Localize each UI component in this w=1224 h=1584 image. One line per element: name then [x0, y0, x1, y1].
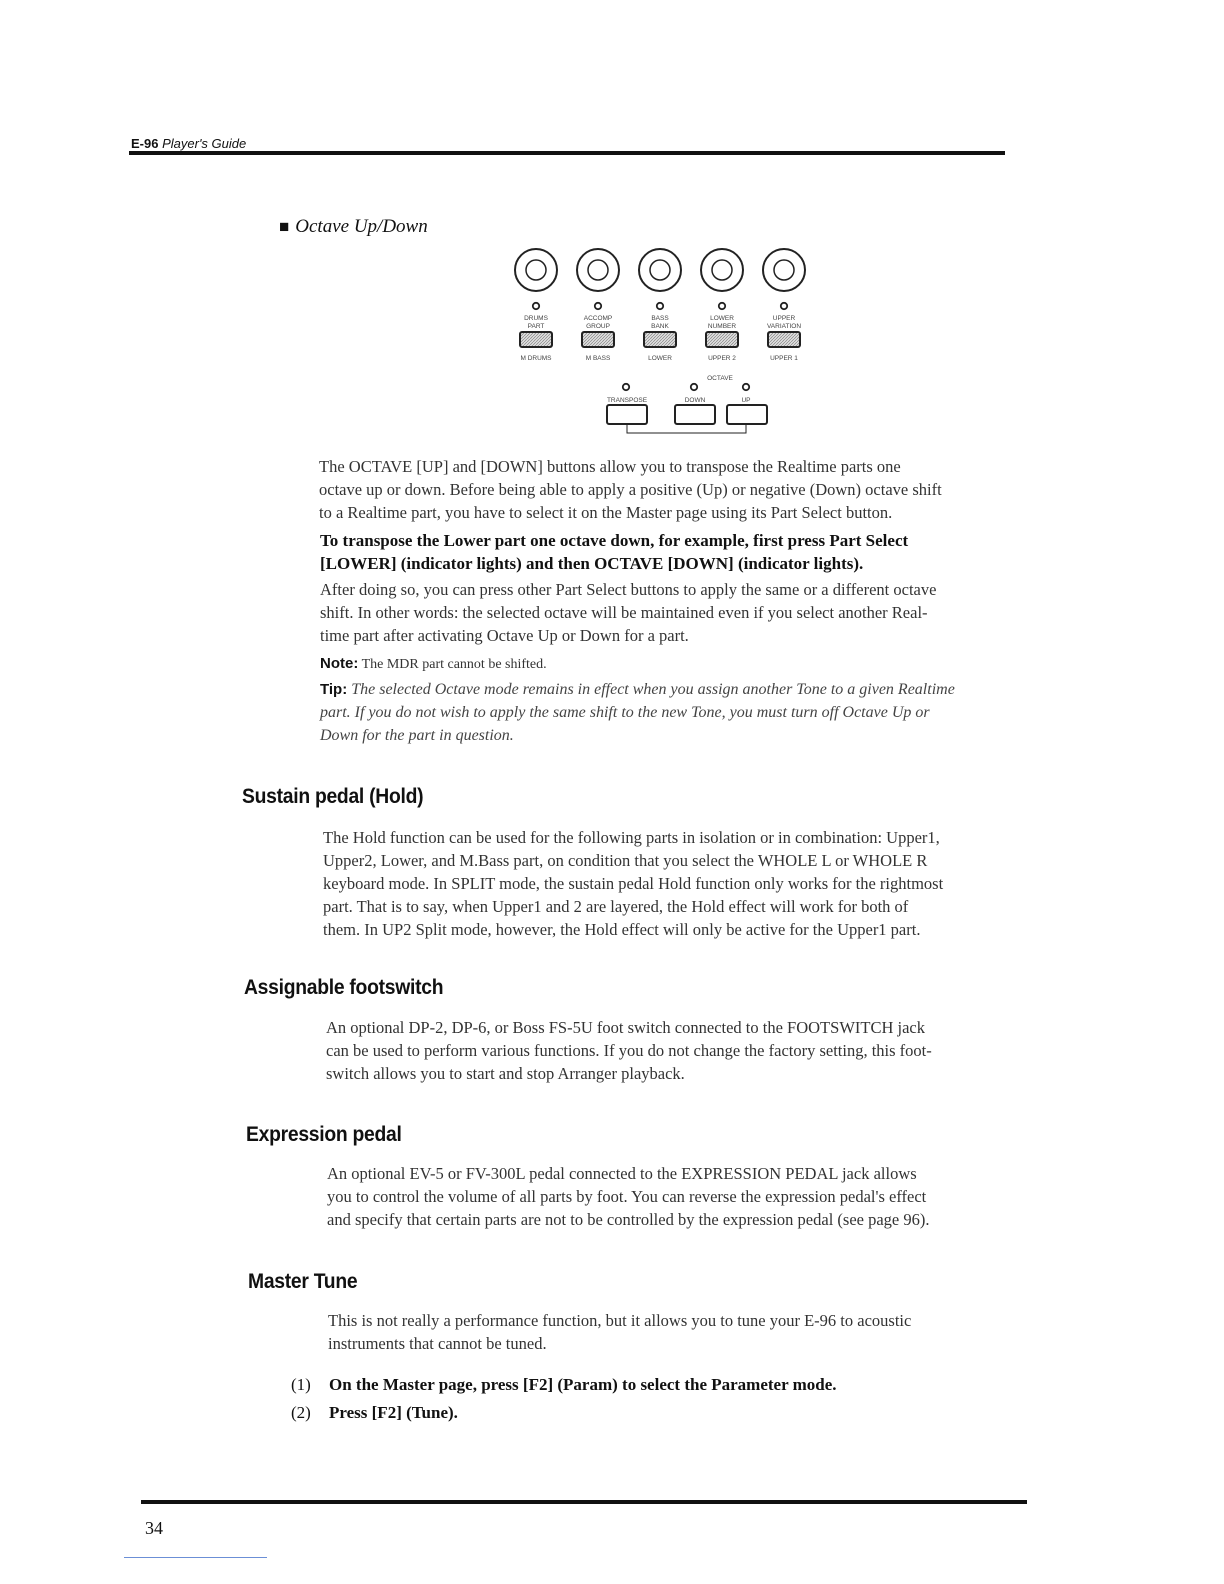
- step-1: [291, 1375, 837, 1395]
- link-underline: [124, 1557, 267, 1558]
- part-top-label-3b: BANK: [651, 323, 669, 330]
- indicator-led-2: [595, 303, 601, 309]
- text-line: Down for the part in question.: [320, 727, 514, 744]
- part-select-button-upper1[interactable]: [768, 332, 800, 347]
- part-select-button-m-bass[interactable]: [582, 332, 614, 347]
- transpose-button[interactable]: [607, 405, 647, 424]
- part-top-label-4a: LOWER: [710, 315, 734, 322]
- part-top-label-2a: ACCOMP: [583, 315, 613, 322]
- header-model: E-96: [131, 136, 159, 151]
- note-label: Note:: [320, 655, 359, 672]
- step-text: Press [F2] (Tune).: [329, 1403, 458, 1422]
- square-bullet-icon: ■: [279, 217, 290, 236]
- octave-down-led: [691, 384, 697, 390]
- indicator-led-1: [533, 303, 539, 309]
- knob-2: [577, 249, 619, 291]
- octave-group-label: OCTAVE: [707, 375, 733, 382]
- step-number: (2): [291, 1403, 311, 1422]
- part-top-label-5b: VARIATION: [766, 323, 802, 330]
- part-bottom-label-2: M BASS: [585, 355, 611, 362]
- text-line: [LOWER] (indicator lights) and then OCTAVE [DOWN] (indicator lights).: [320, 554, 864, 573]
- octave-instruction: [320, 529, 908, 575]
- part-select-button-upper2[interactable]: [706, 332, 738, 347]
- text-line: you to control the volume of all parts by foot. You can reverse the expression pedal's effect: [327, 1187, 927, 1206]
- note-text: The MDR part cannot be shifted.: [361, 657, 547, 672]
- knob-5: [763, 249, 805, 291]
- part-top-label-2b: GROUP: [586, 323, 610, 330]
- tip-label: Tip:: [320, 681, 348, 698]
- footswitch-paragraph: [326, 1016, 932, 1085]
- transpose-label: TRANSPOSE: [606, 397, 648, 404]
- text-line: part. That is to say, when Upper1 and 2 are layered, the Hold effect will work for both of: [323, 897, 909, 916]
- text-line: An optional DP-2, DP-6, or Boss FS-5U foot switch connected to the FOOTSWITCH jack: [326, 1018, 925, 1037]
- octave-up-button[interactable]: [727, 405, 767, 424]
- page-number: 34: [145, 1518, 163, 1538]
- octave-up-label: UP: [741, 397, 751, 404]
- part-top-label-1a: DRUMS: [524, 315, 548, 322]
- text-line: them. In UP2 Split mode, however, the Hold effect will only be active for the Upper1 part.: [323, 920, 921, 939]
- text-line: The OCTAVE [UP] and [DOWN] buttons allow you to transpose the Realtime parts one: [319, 457, 901, 476]
- header-rule: [129, 151, 1005, 155]
- text-line: This is not really a performance function, but it allows you to tune your E-96 to acoustic: [328, 1311, 912, 1330]
- expression-paragraph: [327, 1162, 929, 1231]
- master-tune-paragraph: [328, 1309, 911, 1355]
- part-select-button-m-drums[interactable]: [520, 332, 552, 347]
- part-top-label-1b: PART: [527, 323, 545, 330]
- indicator-led-3: [657, 303, 663, 309]
- octave-down-button[interactable]: [675, 405, 715, 424]
- transpose-led: [623, 384, 629, 390]
- panel-diagram: [500, 240, 830, 440]
- knob-3: [639, 249, 681, 291]
- text-line: To transpose the Lower part one octave down, for example, first press Part Select: [320, 531, 909, 550]
- text-line: Upper2, Lower, and M.Bass part, on condition that you select the WHOLE L or WHOLE R: [323, 851, 928, 870]
- part-top-label-5a: UPPER: [772, 315, 796, 322]
- text-line: switch allows you to start and stop Arranger playback.: [326, 1064, 685, 1083]
- octave-paragraph-2: [320, 578, 936, 647]
- part-top-label-4b: NUMBER: [707, 323, 737, 330]
- running-header: [131, 136, 246, 151]
- step-number: (1): [291, 1375, 311, 1394]
- part-bottom-label-4: UPPER 2: [708, 355, 736, 362]
- footswitch-heading: Assignable footswitch: [244, 976, 444, 999]
- indicator-led-5: [781, 303, 787, 309]
- text-line: time part after activating Octave Up or Down for a part.: [320, 626, 689, 645]
- text-line: part. If you do not wish to apply the same shift to the new Tone, you must turn off Octave Up or: [320, 704, 930, 721]
- octave-up-led: [743, 384, 749, 390]
- indicator-led-4: [719, 303, 725, 309]
- header-guide-title: Player's Guide: [162, 136, 247, 151]
- button-connector-line: [627, 424, 746, 433]
- text-line: to a Realtime part, you have to select it on the Master page using its Part Select button.: [319, 503, 893, 522]
- note: [320, 655, 547, 673]
- text-line: and specify that certain parts are not to be controlled by the expression pedal (see page 96).: [327, 1210, 930, 1229]
- part-select-button-lower[interactable]: [644, 332, 676, 347]
- text-line: An optional EV-5 or FV-300L pedal connected to the EXPRESSION PEDAL jack allows: [327, 1164, 917, 1183]
- text-line: The Hold function can be used for the following parts in isolation or in combination: Upper1,: [323, 828, 940, 847]
- sustain-paragraph: [323, 826, 943, 941]
- expression-heading: Expression pedal: [246, 1123, 402, 1146]
- part-bottom-label-5: UPPER 1: [770, 355, 798, 362]
- footer-rule: [141, 1500, 1027, 1504]
- subsection-title: [279, 216, 428, 238]
- text-line: After doing so, you can press other Part Select buttons to apply the same or a different octave: [320, 580, 937, 599]
- octave-down-label: DOWN: [684, 397, 706, 404]
- tip: [320, 678, 955, 747]
- text-line: octave up or down. Before being able to apply a positive (Up) or negative (Down) octave shift: [319, 480, 942, 499]
- part-bottom-label-3: LOWER: [648, 355, 672, 362]
- knob-1: [515, 249, 557, 291]
- part-bottom-label-1: M DRUMS: [520, 355, 552, 362]
- knob-4: [701, 249, 743, 291]
- subsection-title-text: Octave Up/Down: [295, 216, 428, 237]
- text-line: The selected Octave mode remains in effect when you assign another Tone to a given Realtime: [351, 681, 955, 698]
- sustain-heading: Sustain pedal (Hold): [242, 785, 424, 808]
- step-text: On the Master page, press [F2] (Param) to select the Parameter mode.: [329, 1375, 837, 1394]
- master-tune-heading: Master Tune: [248, 1270, 358, 1293]
- step-2: [291, 1403, 458, 1423]
- text-line: can be used to perform various functions. If you do not change the factory setting, this foot-: [326, 1041, 932, 1060]
- octave-paragraph-1: [319, 455, 942, 524]
- text-line: shift. In other words: the selected octave will be maintained even if you select another Real-: [320, 603, 928, 622]
- text-line: keyboard mode. In SPLIT mode, the sustain pedal Hold function only works for the rightmost: [323, 874, 944, 893]
- text-line: instruments that cannot be tuned.: [328, 1334, 547, 1353]
- part-top-label-3a: BASS: [651, 315, 669, 322]
